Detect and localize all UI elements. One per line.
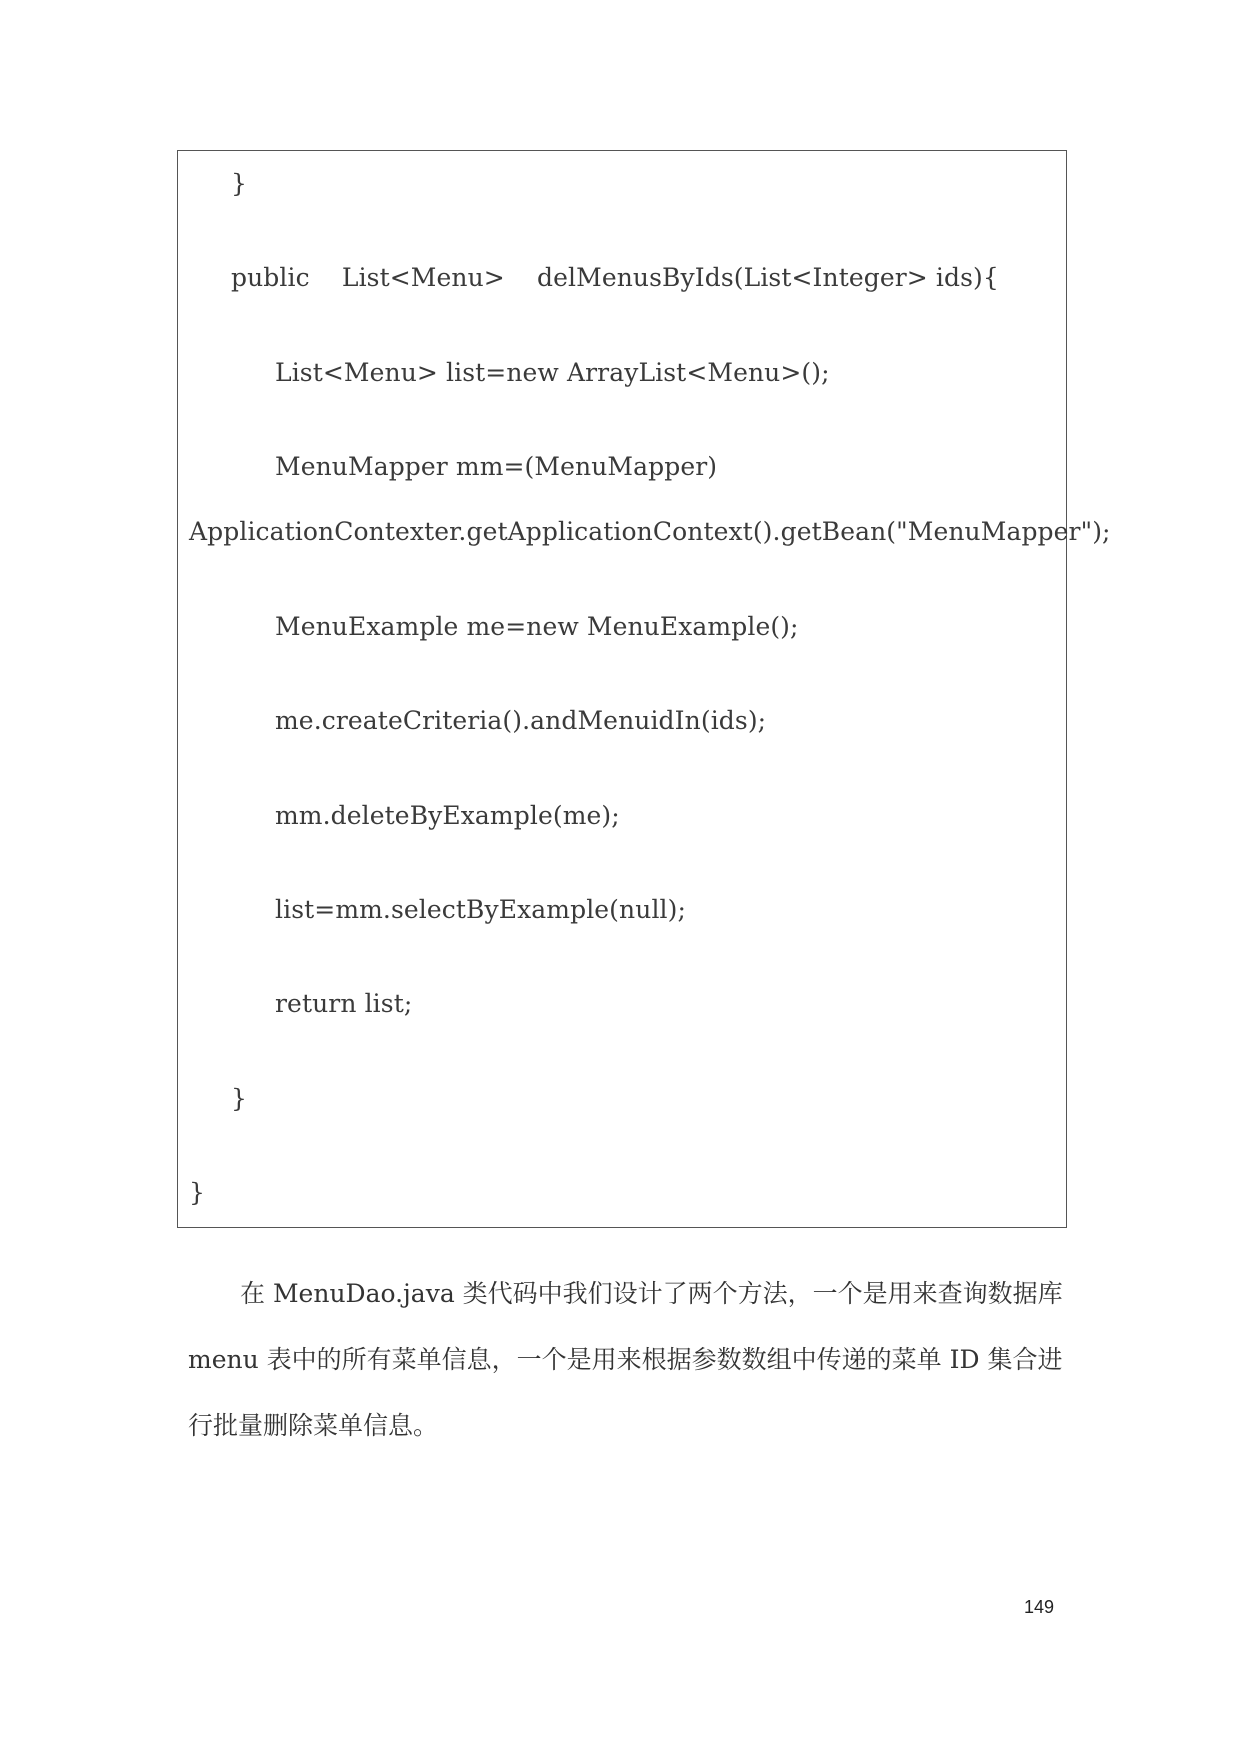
code-line: }: [231, 169, 248, 198]
code-listing-box: [177, 150, 1111, 1228]
page-number: 149: [1024, 1597, 1055, 1617]
paragraph-line: 在 MenuDao.java 类代码中我们设计了两个方法，一个是用来查询数据库: [240, 1279, 1063, 1308]
code-line: }: [189, 1178, 206, 1207]
code-line: return list;: [275, 989, 413, 1018]
paragraph-line: menu 表中的所有菜单信息，一个是用来根据参数数组中传递的菜单 ID 集合进: [188, 1345, 1063, 1374]
paragraph-line: 行批量删除菜单信息。: [188, 1411, 439, 1440]
code-line: me.createCriteria().andMenuidIn(ids);: [275, 706, 767, 735]
code-line: List<Menu> list=new ArrayList<Menu>();: [275, 358, 830, 387]
code-line: MenuExample me=new MenuExample();: [275, 612, 799, 641]
code-line: list=mm.selectByExample(null);: [275, 895, 687, 924]
code-line: mm.deleteByExample(me);: [275, 801, 620, 830]
code-line: }: [231, 1084, 248, 1113]
code-line: public List<Menu> delMenusByIds(List<Integer> ids){: [231, 263, 999, 292]
code-line: ApplicationContexter.getApplicationContext().getBean("MenuMapper");: [189, 517, 1111, 546]
code-line: MenuMapper mm=(MenuMapper): [275, 452, 718, 481]
